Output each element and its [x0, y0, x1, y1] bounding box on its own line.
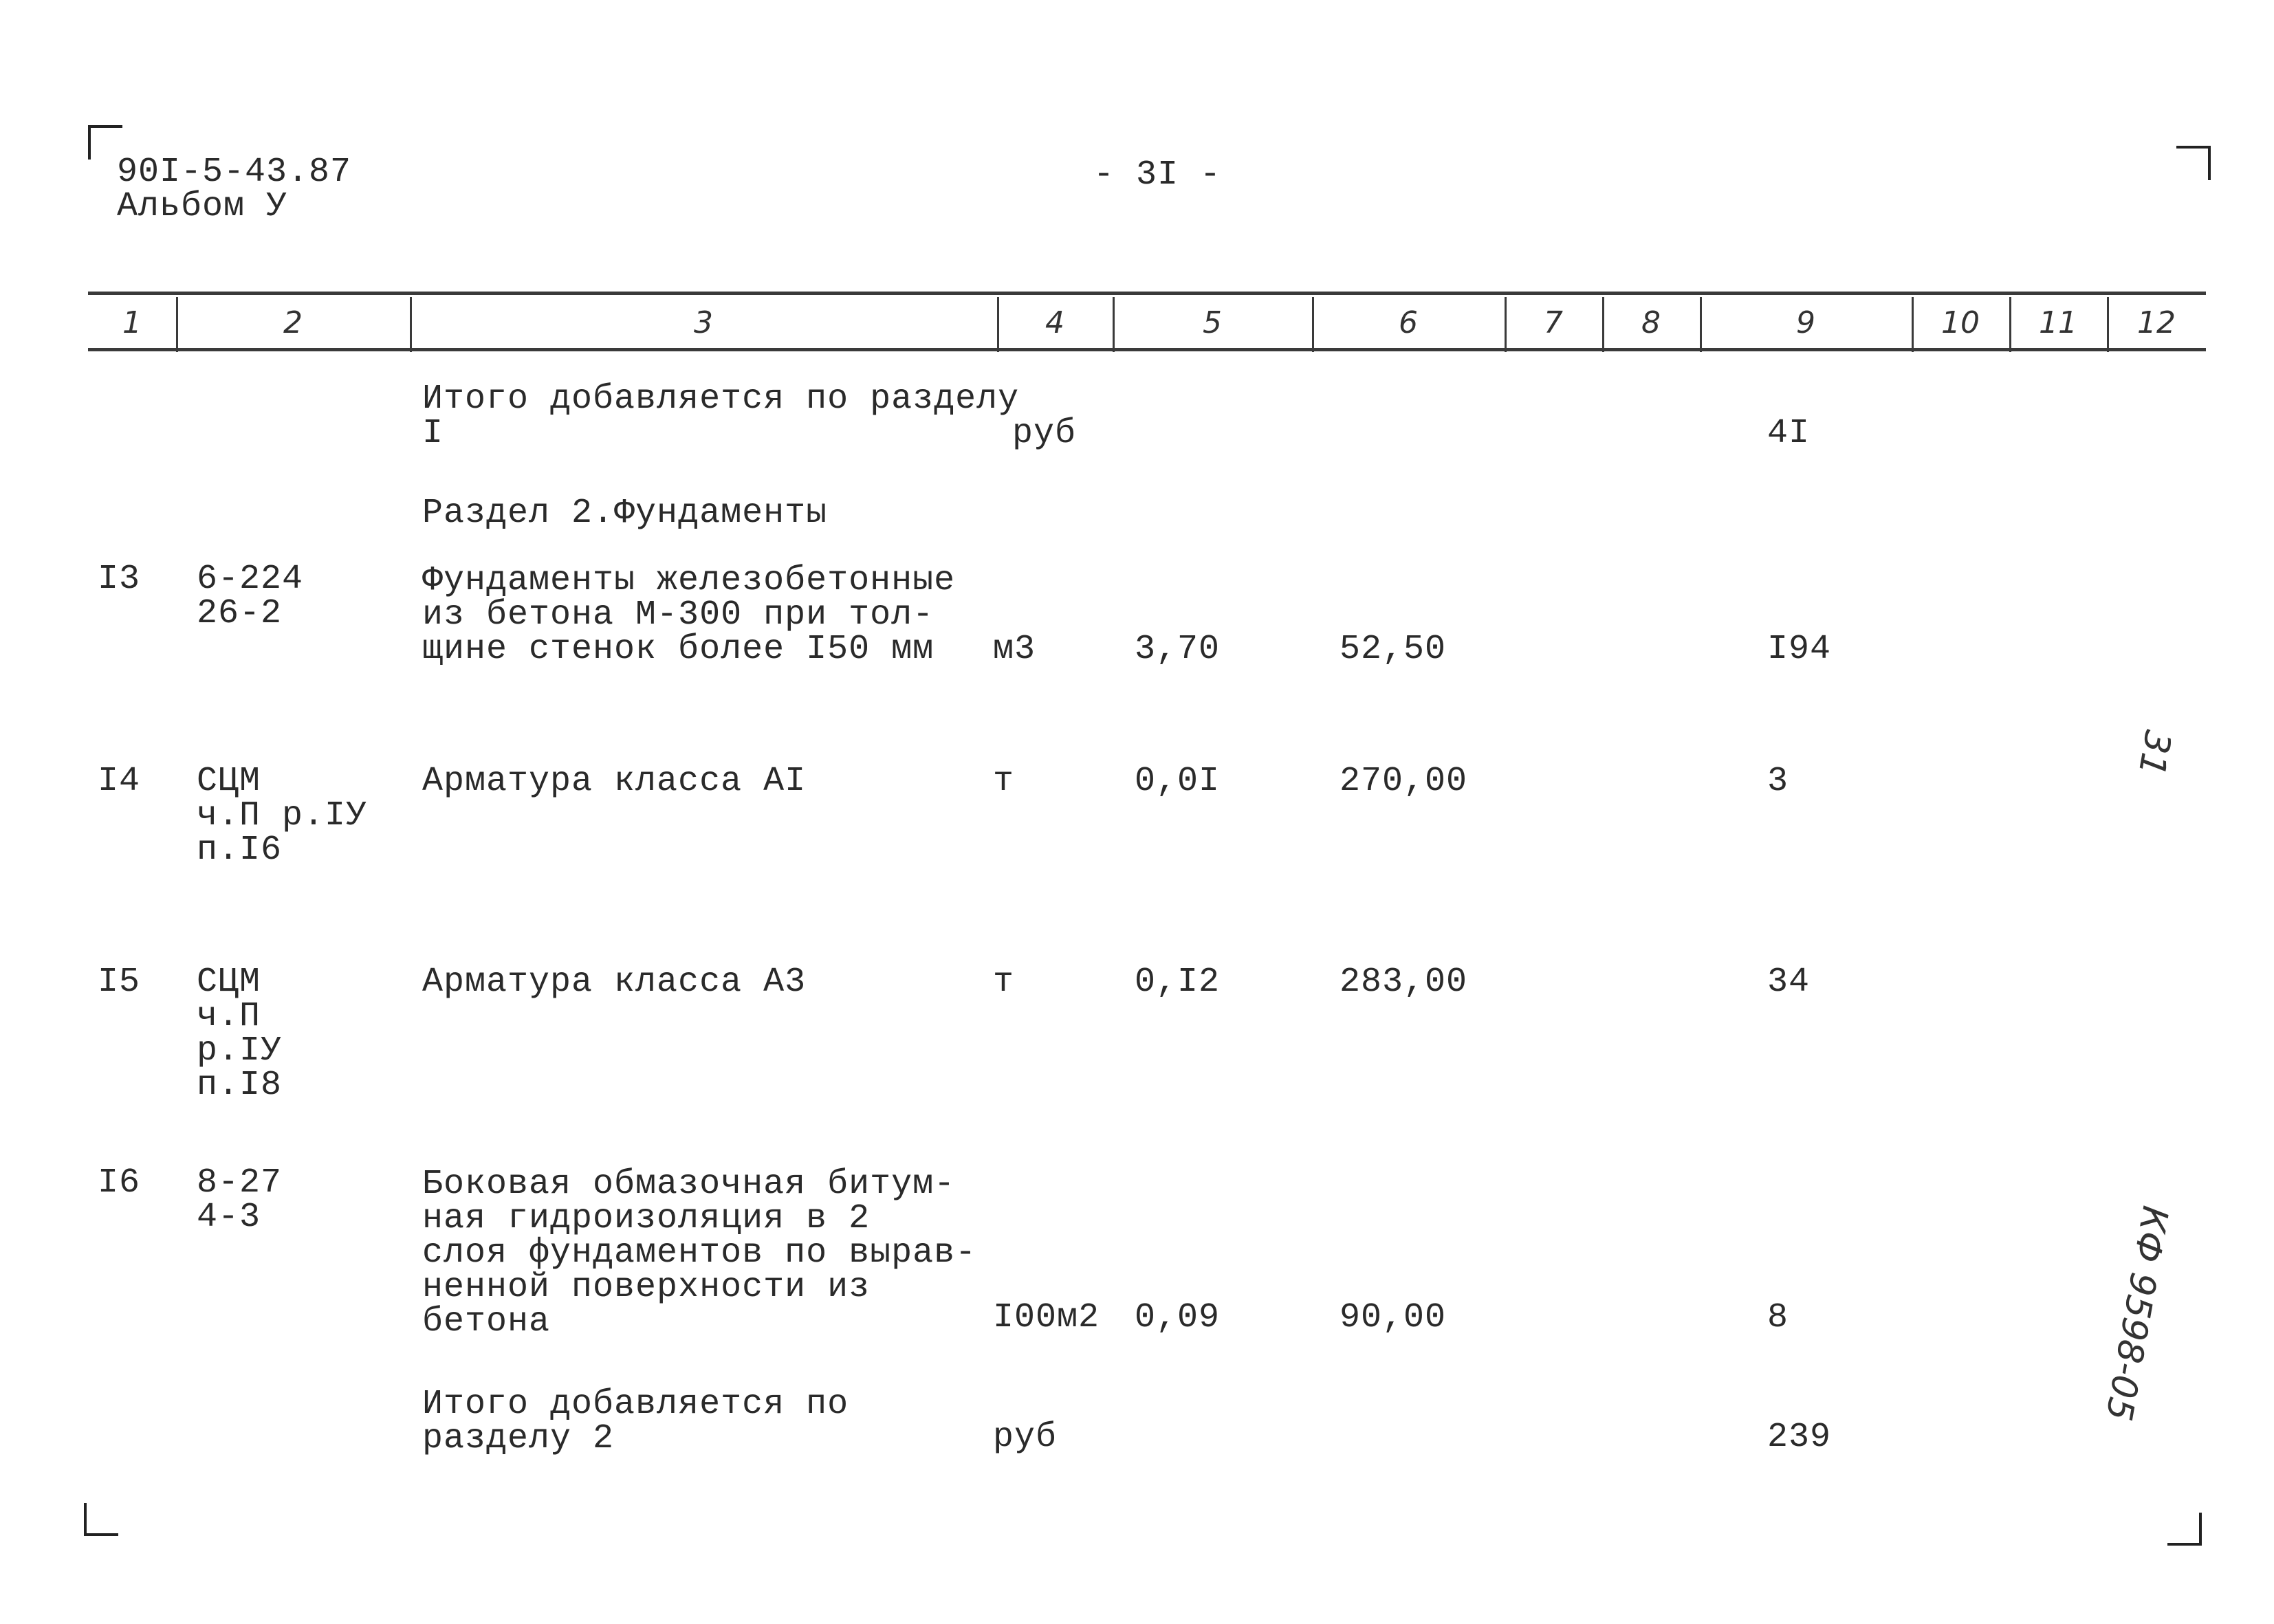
- item-code: СЦМ ч.П р.IУ п.I8: [197, 963, 283, 1105]
- item-unit: м3: [993, 630, 1036, 669]
- item-price: 270,00: [1340, 762, 1468, 801]
- item-total: 34: [1767, 963, 1811, 1002]
- item-number: I6: [98, 1163, 141, 1203]
- item-code: 8-27 4-3: [197, 1163, 283, 1237]
- column-number: 11: [2039, 305, 2077, 340]
- item-quantity: 0,09: [1135, 1298, 1221, 1337]
- item-name: Итого добавляется по разделу I: [422, 380, 1020, 453]
- item-total: 4I: [1767, 414, 1811, 453]
- item-quantity: 0,I2: [1135, 963, 1221, 1002]
- item-number: I4: [98, 762, 141, 801]
- album-label: Альбом У: [117, 187, 288, 226]
- column-number: 1: [122, 305, 142, 340]
- column-number: 3: [694, 305, 713, 340]
- sheet-number-note: 31: [2130, 727, 2178, 780]
- item-name: Арматура класса АI: [422, 762, 807, 801]
- item-total: 239: [1767, 1418, 1832, 1457]
- corner-mark-bottom-right: [2167, 1513, 2202, 1546]
- column-number: 10: [1941, 305, 1980, 340]
- page-number: - 3I -: [1093, 155, 1222, 195]
- column-number: 7: [1544, 305, 1563, 340]
- item-quantity: 3,70: [1135, 630, 1221, 669]
- item-price: 90,00: [1340, 1298, 1447, 1337]
- section-heading: Раздел 2.Фундаменты: [422, 494, 828, 533]
- column-number: 8: [1641, 305, 1661, 340]
- item-total: 3: [1767, 762, 1789, 801]
- column-number: 5: [1203, 305, 1222, 340]
- column-number: 9: [1796, 305, 1815, 340]
- column-number: 12: [2137, 305, 2176, 340]
- item-total: I94: [1767, 630, 1832, 669]
- item-unit: руб: [993, 1418, 1058, 1457]
- item-name: Фундаменты железобетонные из бетона М-300 при тол- щине стенок более I50 мм: [422, 561, 956, 669]
- corner-mark-bottom-left: [84, 1503, 118, 1536]
- column-number: 2: [283, 305, 303, 340]
- item-name: Итого добавляется по разделу 2: [422, 1385, 849, 1458]
- doc-code: 90I-5-43.87: [117, 153, 352, 192]
- item-code: СЦМ ч.П р.IУ п.I6: [197, 762, 368, 870]
- column-number: 4: [1045, 305, 1064, 340]
- header-top-rule: [88, 292, 2206, 295]
- item-code: 6-224 26-2: [197, 560, 304, 633]
- item-number: I5: [98, 963, 141, 1002]
- archive-stamp-note: КФ 9598-05: [2097, 1203, 2176, 1424]
- corner-mark-top-right: [2176, 146, 2211, 180]
- item-unit: I00м2: [993, 1298, 1100, 1337]
- item-unit: руб: [1012, 414, 1077, 453]
- item-price: 52,50: [1340, 630, 1447, 669]
- item-total: 8: [1767, 1298, 1789, 1337]
- item-name: Боковая обмазочная битум- ная гидроизоляция в 2 слоя фундаментов по вырав- ненной поверхности из бетона: [422, 1165, 977, 1341]
- item-quantity: 0,0I: [1135, 762, 1221, 801]
- column-number: 6: [1399, 305, 1418, 340]
- item-unit: т: [993, 963, 1015, 1002]
- item-price: 283,00: [1340, 963, 1468, 1002]
- item-unit: т: [993, 762, 1015, 801]
- item-number: I3: [98, 560, 141, 599]
- item-name: Арматура класса А3: [422, 963, 807, 1002]
- header-bottom-rule: [88, 348, 2206, 351]
